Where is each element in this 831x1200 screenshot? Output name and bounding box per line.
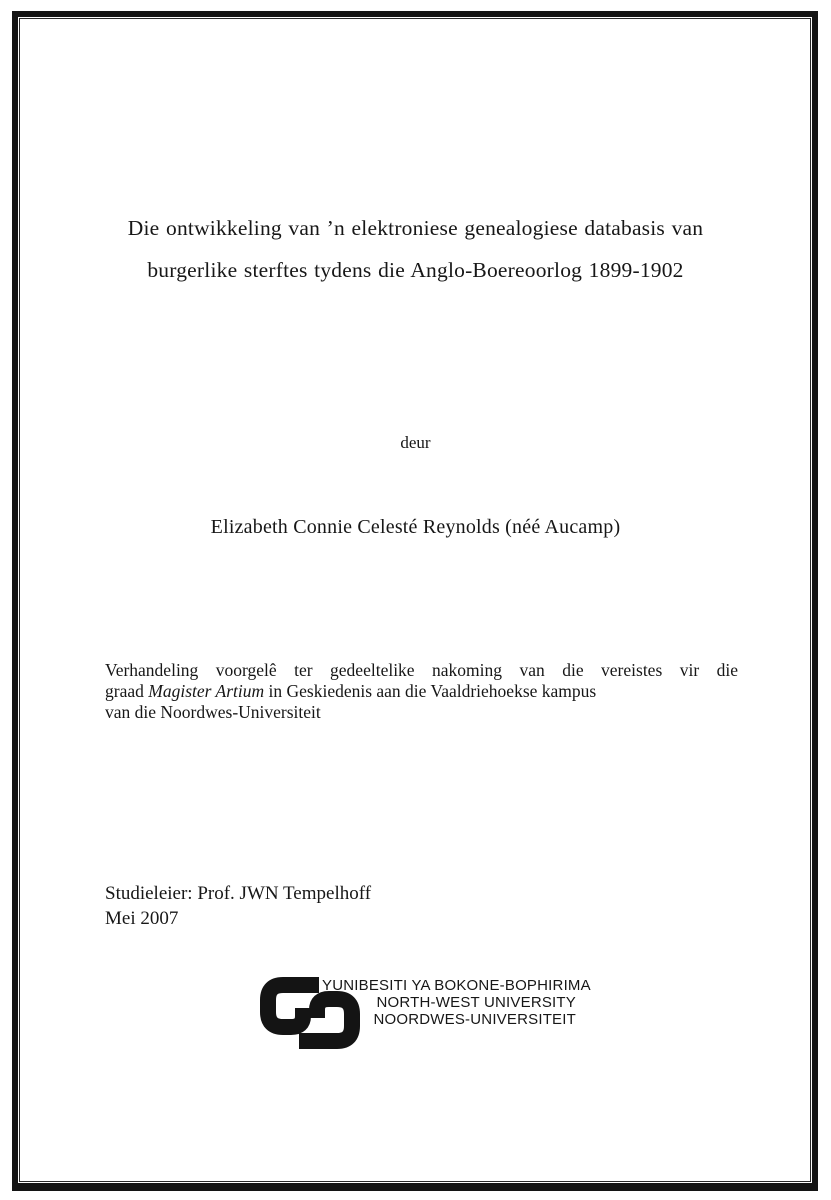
university-logo-text xyxy=(322,977,591,1028)
thesis-title-line-2: burgerlike sterftes tydens die Anglo-Boereoorlog 1899-1902 xyxy=(147,258,684,282)
degree-statement xyxy=(105,660,738,723)
date-line: Mei 2007 xyxy=(105,908,179,929)
author-name: Elizabeth Connie Celesté Reynolds (néé Aucamp) xyxy=(210,516,621,538)
statement-line-2 xyxy=(105,681,738,702)
byline-deur: deur xyxy=(400,433,431,452)
statement-line-2-pre: graad xyxy=(105,681,144,701)
statement-line-3: van die Noordwes-Universiteit xyxy=(105,702,321,722)
statement-line-2-post: in Geskiedenis aan die Vaaldriehoekse kampus xyxy=(268,681,597,701)
thesis-title-line-1: Die ontwikkeling van ’n elektroniese genealogiese databasis van xyxy=(127,216,704,240)
supervisor-block xyxy=(105,881,371,931)
degree-name-italic: Magister Artium xyxy=(148,681,265,701)
statement-line-1: Verhandeling voorgelê ter gedeeltelike nakoming van die vereistes vir die xyxy=(105,660,738,680)
university-logo xyxy=(256,973,591,1053)
logo-line-afrikaans: NOORDWES-UNIVERSITEIT xyxy=(373,1011,576,1028)
thesis-title xyxy=(70,207,761,291)
supervisor-line: Studieleier: Prof. JWN Tempelhoff xyxy=(105,883,372,904)
logo-line-setswana: YUNIBESITI YA BOKONE-BOPHIRIMA xyxy=(322,977,591,994)
logo-line-english: NORTH-WEST UNIVERSITY xyxy=(376,994,576,1011)
